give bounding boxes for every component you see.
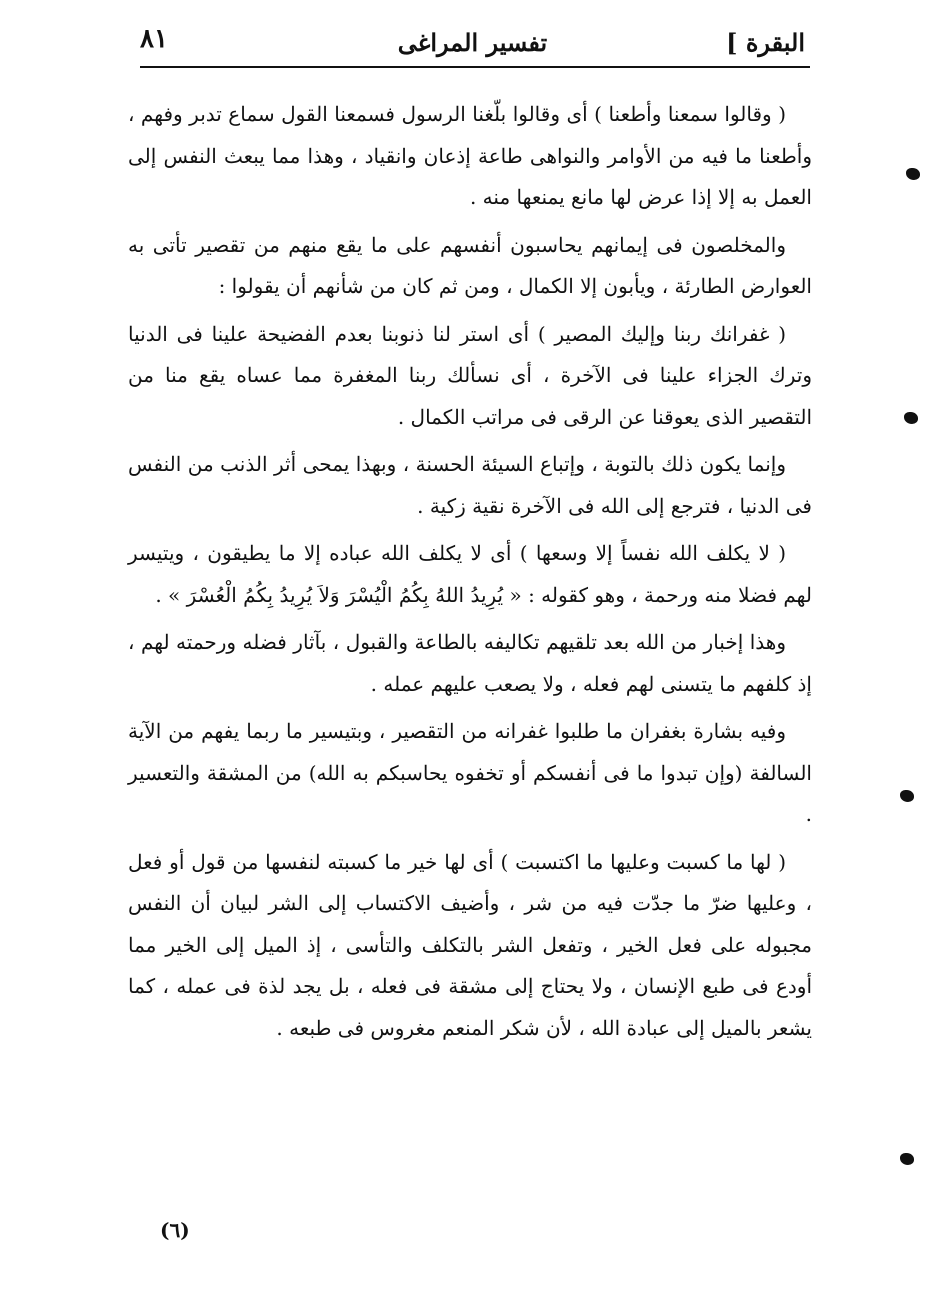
page-number: ٨١ — [140, 24, 168, 54]
paragraph-3: ( غفرانك ربنا وإليك المصير ) أى استر لنا ذنوبنا بعدم الفضيحة علينا فى الدنيا وترك الجزاء علينا فى الآخرة ، أى نسألك ربنا المغفرة مما عساه يقع منا من التقصير الذى يعوقنا عن الرقى فى مراتب الكمال . — [128, 321, 812, 429]
paragraph-4: وإنما يكون ذلك بالتوبة ، وإتباع السيئة الحسنة ، وبهذا يمحى أثر الذنب من النفس فى الدنيا ، فترجع إلى الله فى الآخرة نقية زكية . — [128, 452, 812, 518]
paragraph-7: وفيه بشارة بغفران ما طلبوا غفرانه من التقصير ، وبتيسير ما ربما يفهم من الآية السالفة (وإن تبدوا ما فى أنفسكم أو تخفوه يحاسبكم به الله) من المشقة والتعسير . — [128, 719, 812, 826]
page-header — [140, 20, 805, 66]
paragraph-2: والمخلصون فى إيمانهم يحاسبون أنفسهم على ما يقع منهم من تقصير تأتى به العوارض الطارئة ، ويأبون إلا الكمال ، ومن ثم كان من شأنهم أن يقولوا : — [128, 232, 812, 298]
binding-hole-mark — [900, 1153, 914, 1165]
binding-hole-mark — [900, 790, 914, 802]
paragraph-8: ( لها ما كسبت وعليها ما اكتسبت ) أى لها خير ما كسبته لنفسها من قول أو فعل ، وعليها ضرّ ما جدّت فيه من شر ، وأضيف الاكتساب إلى الشر لبيان أن النفس مجبوله على فعل الخير ، وتفعل الشر بالتكلف والتأسى ، إذ الميل إلى الخير مما أودع فى طبع الإنسان ، ولا يحتاج إلى مشقة فى فعله ، بل يجد لذة فى عمله ، كما يشعر بالميل إلى عبادة الله ، لأن شكر المنعم مغروس فى طبعه . — [128, 849, 812, 1040]
paragraph-5: ( لا يكلف الله نفساً إلا وسعها ) أى لا يكلف الله عباده إلا ما يطيقون ، ويتيسر لهم فضلا منه ورحمة ، وهو كقوله : « يُرِيدُ اللهُ بِكُمُ الْيُسْرَ وَلاَ يُرِيدُ بِكُمُ الْعُسْرَ » . — [128, 541, 812, 607]
signature-mark: (٦) — [160, 1218, 190, 1242]
paragraph-1: ( وقالوا سمعنا وأطعنا ) أى وقالوا بلّغنا الرسول فسمعنا القول سماع تدبر وفهم ، وأطعنا ما فيه من الأوامر والنواهى طاعة إذعان وانقياد ، وهذا مما يبعث النفس إلى العمل به إلا إذا عرض لها مانع يمنعها منه . — [128, 102, 812, 209]
binding-hole-mark — [904, 412, 918, 424]
page-body — [128, 94, 812, 1055]
book-title: تفسير المراغى — [397, 28, 548, 57]
header-rule — [140, 66, 810, 68]
paragraph-6: وهذا إخبار من الله بعد تلقيهم تكاليفه بالطاعة والقبول ، بآثار فضله ورحمته لهم ، إذ كلفهم ما يتسنى لهم فعله ، ولا يصعب عليهم عمله . — [128, 630, 812, 696]
binding-hole-mark — [906, 168, 920, 180]
surah-name: البقرة ] — [726, 28, 805, 57]
